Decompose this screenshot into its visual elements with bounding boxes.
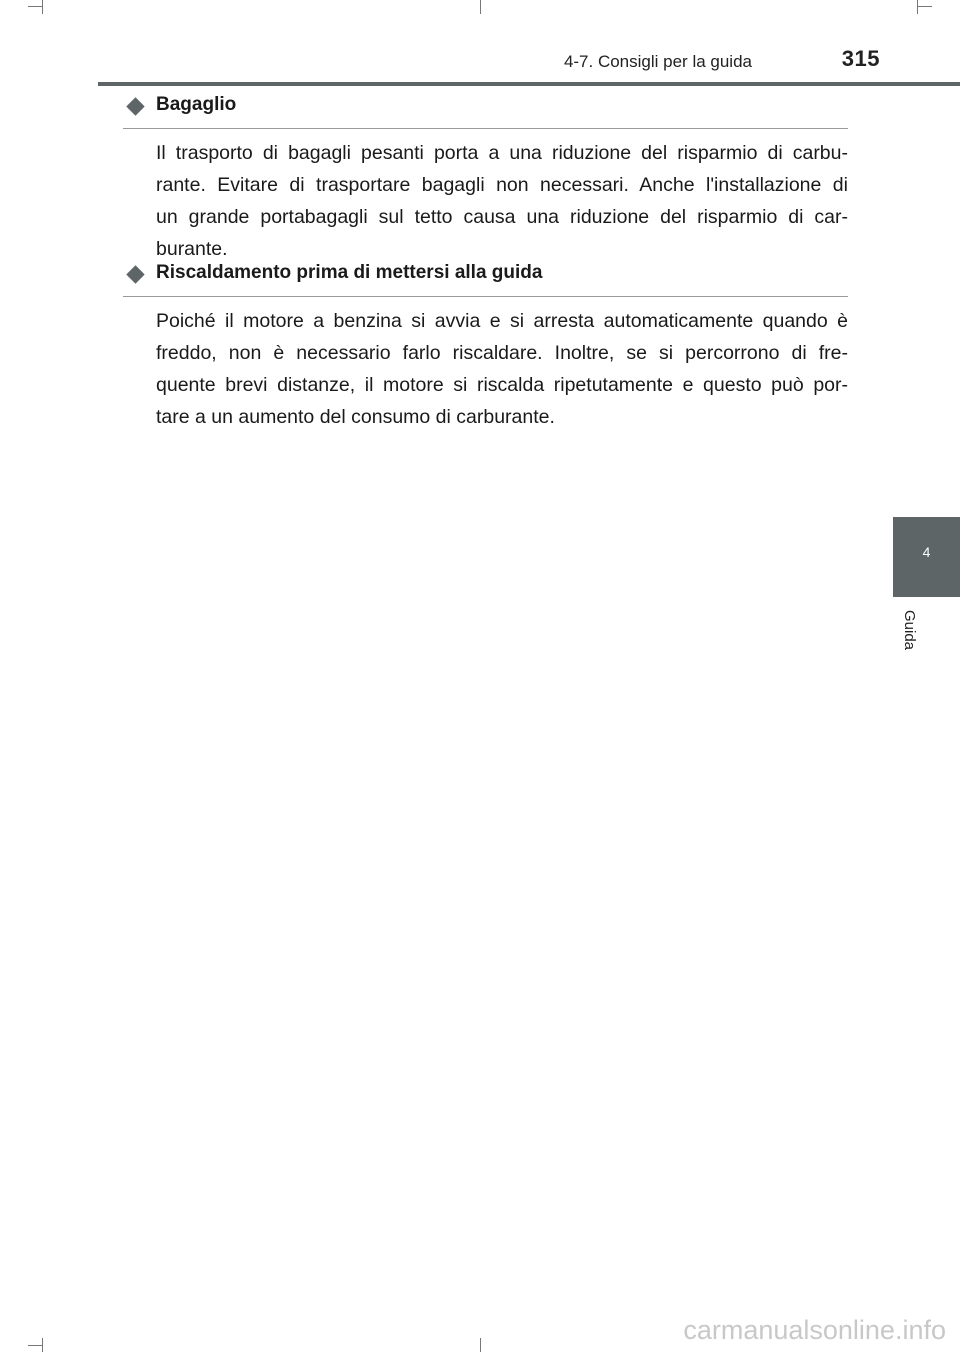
section-heading <box>123 94 848 129</box>
chapter-label: Guida <box>901 610 918 651</box>
chapter-tab <box>893 517 960 597</box>
crop-mark <box>42 1338 43 1352</box>
section-heading-text: Riscaldamento prima di mettersi alla guida <box>156 262 543 283</box>
page-number: 315 <box>841 46 880 71</box>
page-header <box>0 0 960 86</box>
section-bagaglio <box>123 94 848 265</box>
body-line: tare a un aumento del consumo di carburante. <box>156 406 555 428</box>
diamond-bullet-icon <box>126 97 144 115</box>
section-reference: 4-7. Consigli per la guida <box>563 52 752 71</box>
section-riscaldamento <box>123 262 848 433</box>
crop-mark <box>28 1345 42 1346</box>
header-rule <box>98 82 960 86</box>
body-line: burante. <box>156 238 228 260</box>
diamond-bullet-icon <box>126 265 144 283</box>
body-line: quente brevi distanze, il motore si riscalda ripetutamente e questo può por- <box>156 374 848 396</box>
section-heading-text: Bagaglio <box>156 94 237 115</box>
section-body <box>156 305 848 433</box>
body-line: rante. Evitare di trasportare bagagli non necessari. Anche l'installazione di <box>156 174 848 196</box>
body-line: freddo, non è necessario farlo riscaldare. Inoltre, se si percorrono di fre- <box>156 342 848 364</box>
chapter-number: 4 <box>922 544 931 560</box>
section-heading <box>123 262 848 297</box>
body-line: Poiché il motore a benzina si avvia e si arresta automaticamente quando è <box>156 310 848 332</box>
body-line: Il trasporto di bagagli pesanti porta a una riduzione del risparmio di carbu- <box>156 142 848 164</box>
section-body <box>156 137 848 265</box>
watermark: carmanualsonline.info <box>683 1315 946 1345</box>
crop-mark <box>480 1338 481 1352</box>
body-line: un grande portabagagli sul tetto causa una riduzione del risparmio di car- <box>156 206 848 228</box>
